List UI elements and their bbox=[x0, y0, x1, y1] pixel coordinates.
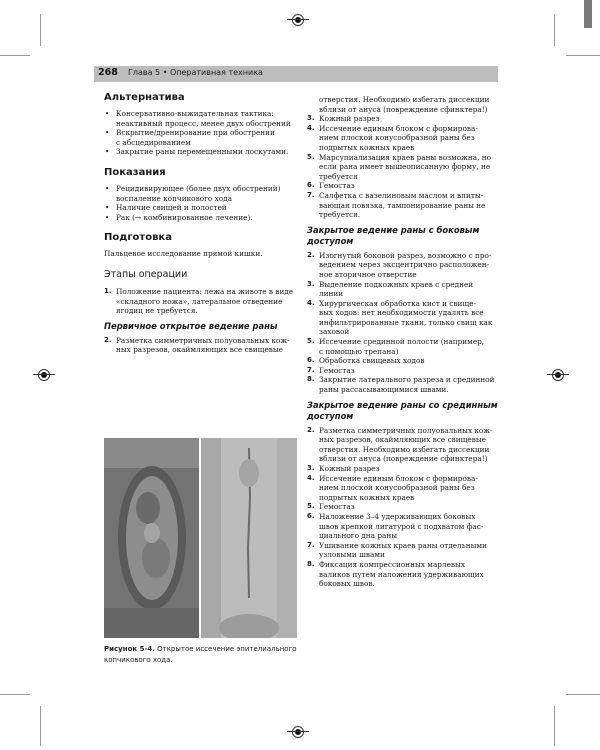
list-item: 6. Обработка свищевых ходов bbox=[307, 356, 425, 366]
crop-mark bbox=[566, 55, 600, 56]
indications-heading: Показания bbox=[104, 166, 166, 178]
crop-mark bbox=[566, 694, 600, 695]
open-steps-list bbox=[307, 114, 499, 220]
continued-item: отверстия. Необходимо избегать диссекции вблизи от ануса (повреждение сфинктера!) bbox=[319, 95, 490, 114]
open-wound-heading: Первичное открытое ведение раны bbox=[104, 320, 278, 331]
registration-mark-icon bbox=[552, 369, 564, 381]
preparation-heading: Подготовка bbox=[104, 232, 172, 244]
list-item: 2. Изогнутый боковой разрез, возможно с про- ведением через эксцентрично расположен- ное вторичное отверстие bbox=[307, 250, 492, 279]
list-item: • Рецидивирующее (более двух обострений) воспаление копчикового хода bbox=[104, 184, 300, 203]
list-item: • Вскрытие/дренирование при обострении с абсцедированием bbox=[104, 128, 300, 147]
stages-heading: Этапы операции bbox=[104, 268, 188, 280]
chapter-title: Глава 5 • Оперативная техника bbox=[128, 68, 263, 77]
figure-caption: Рисунок 5-4. Открытое иссечение эпителиального копчикового хода. bbox=[104, 645, 297, 664]
preparation-text: Пальцевое исследование прямой кишки. bbox=[104, 249, 263, 259]
page-number: 268 bbox=[98, 67, 118, 78]
median-access-heading: Закрытое ведение раны со срединным доступом bbox=[307, 399, 498, 421]
list-item: • Наличие свищей и полостей bbox=[104, 203, 300, 213]
lateral-access-heading: Закрытое ведение раны с боковым доступом bbox=[307, 224, 480, 246]
list-item: 6. Гемостаз bbox=[307, 181, 355, 191]
list-item: 7. Гемостаз bbox=[307, 365, 355, 375]
list-item: 5. Гемостаз bbox=[307, 502, 355, 512]
alternative-heading: Альтернатива bbox=[104, 92, 185, 103]
list-item: • Закрытие раны перемещенными лоскутами. bbox=[104, 147, 300, 157]
registration-mark-icon bbox=[292, 726, 304, 738]
list-item: 2. Разметка симметричных полуовальных кож- ных разрезов, окаймляющих все свищевые bbox=[104, 335, 290, 355]
crop-mark bbox=[584, 0, 592, 28]
crop-mark bbox=[0, 694, 30, 695]
running-header bbox=[94, 66, 498, 82]
crop-mark bbox=[554, 14, 555, 46]
registration-mark-icon bbox=[292, 14, 304, 26]
list-item: 6. Наложение 3–4 удерживающих боковых швов крепкой лигатурой с подхватом фас- циального дна раны bbox=[307, 511, 484, 541]
list-item: 8. Закрытие латерального разреза и срединной раны рассасывающимися швами. bbox=[307, 375, 495, 395]
list-item: 4. Иссечение единым блоком с формирова- нием плоской конусообразной раны без подрытых кожных краев bbox=[307, 123, 478, 152]
list-item: 7. Салфетка с вазелиновым маслом и впиты- вающая повязка, тампонирование раны не требуется. bbox=[307, 190, 486, 220]
wound-photo bbox=[104, 438, 199, 638]
list-item: 3. Выделение подкожных краев с средней линии bbox=[307, 279, 474, 299]
crop-mark bbox=[40, 14, 41, 46]
list-item: 5. Марсупиализация краев раны возможна, но если рана имеет вышеописанную форму, не требуется bbox=[307, 152, 491, 181]
list-item: 1. Положение пациента: лежа на животе в виде «складного ножа», латеральное отведение ягодиц не требуется. bbox=[104, 286, 294, 316]
list-item: 3. Кожный разрез bbox=[307, 464, 380, 473]
list-item: • Консервативно-выжидательная тактика: неактивный процесс, менее двух обострений bbox=[104, 109, 300, 128]
lateral-steps-list bbox=[307, 251, 499, 395]
list-item: 5. Иссечение срединной полости (например, с помощью трепана) bbox=[307, 337, 485, 356]
left-column bbox=[104, 92, 300, 355]
figure-label: Рисунок 5-4. bbox=[104, 645, 155, 653]
crop-mark bbox=[40, 706, 41, 746]
list-item: 4. Иссечение единым блоком с формирова- нием плоской конусообразной раны без подрытых кожных краев bbox=[307, 473, 478, 502]
sutured-wound-photo bbox=[201, 438, 297, 638]
list-item: 7. Ушивание кожных краев раны отдельными узловыми швами bbox=[307, 540, 487, 560]
list-item: 2. Разметка симметричных полуовальных кож- ных разрезов, окаймляющих все свищевые отверстия. Необходимо избегать диссекции вблизи от ануса (повреждение сфинктера!) bbox=[307, 425, 493, 464]
list-item: 4. Хирургическая обработка кист и свище- вых ходов: нет необходимости удалять все инфильтрированные ткани, только свищ как заховой bbox=[307, 298, 493, 337]
crop-mark bbox=[554, 706, 555, 746]
figure-photos bbox=[104, 438, 297, 638]
median-steps-list bbox=[307, 426, 499, 589]
list-item: 3. Кожный разрез bbox=[307, 114, 380, 124]
list-item: • Рак (→ комбинированное лечение). bbox=[104, 213, 300, 223]
list-item: 8. Фиксация компрессионных марлевых валиков путем наложения удерживающих боковых швов. bbox=[307, 559, 484, 589]
right-column bbox=[307, 95, 499, 589]
registration-mark-icon bbox=[38, 369, 50, 381]
crop-mark bbox=[0, 55, 30, 56]
